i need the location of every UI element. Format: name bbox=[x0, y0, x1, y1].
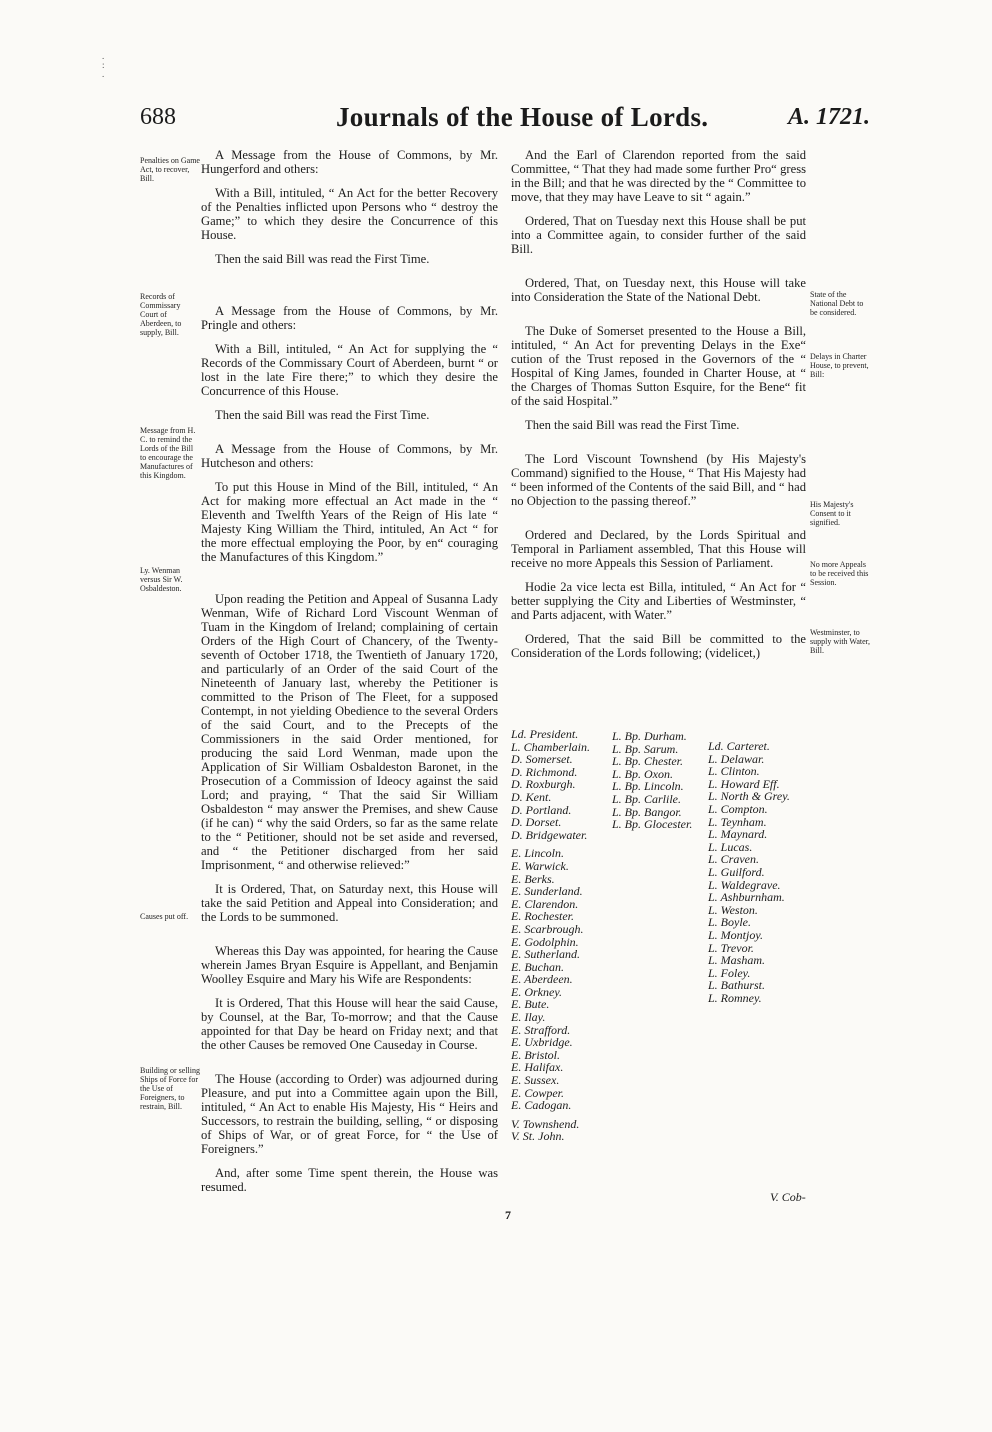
lord-entry: D. Somerset. bbox=[511, 752, 573, 767]
lord-entry: D. Dorset. bbox=[511, 815, 562, 830]
lord-entry: E. Halifax. bbox=[511, 1060, 564, 1075]
bill-manufactures: To put this House in Mind of the Bill, intituled, “ An Act for making more effectual an Act made in the “ Eleventh and Twelfth Years of the Reign of His late “ Majesty King William the Third, intituled, An Act “ for the more effectual employing the Poor, by en“ couraging the Manufactures of this Kingdom.” bbox=[201, 480, 498, 564]
margin-note-penalties: Penalties on Game Act, to recover, Bill. bbox=[140, 156, 200, 183]
lord-entry: L. Ashburnham. bbox=[708, 890, 785, 905]
lord-entry: E. Sutherland. bbox=[511, 947, 580, 962]
lord-entry: E. Strafford. bbox=[511, 1022, 571, 1037]
margin-note-appeals: No more Appeals to be received this Session. bbox=[810, 560, 869, 587]
lord-entry: L. Waldegrave. bbox=[708, 877, 781, 892]
lord-entry: Ld. President. bbox=[511, 727, 579, 741]
lord-entry: L. Chamberlain. bbox=[511, 739, 591, 754]
bill-game-penalties: With a Bill, intituled, “ An Act for the better Recovery of the Penalties inflicted upon Persons who “ destroy the Game;” to which they desire the Concurrence of this House. bbox=[201, 186, 498, 242]
margin-note-aberdeen: Records of Commissary Court of Aberdeen, to supply, Bill. bbox=[140, 292, 182, 337]
lord-entry: L. Montjoy. bbox=[708, 927, 764, 942]
catchword: V. Cob- bbox=[770, 1190, 806, 1204]
lord-entry: E. Bristol. bbox=[511, 1047, 561, 1062]
lord-entry: L. Howard Eff. bbox=[708, 776, 780, 791]
lord-entry: L. Bp. Lincoln. bbox=[612, 779, 684, 794]
message-hungerford: A Message from the House of Commons, by Mr. Hungerford and others: bbox=[201, 148, 498, 176]
lord-entry: E. Berks. bbox=[511, 871, 555, 886]
lord-entry: L. Craven. bbox=[708, 852, 759, 867]
lord-entry: L. Maynard. bbox=[708, 827, 768, 842]
clarendon-report: And the Earl of Clarendon reported from the said Committee, “ That they had made some further Pro“ gress in the Bill; and that he was directed by the “ Committee to move, that they may have Leave to sit “ again.” bbox=[511, 148, 806, 204]
lord-entry: D. Kent. bbox=[511, 789, 552, 804]
lord-entry: E. Cadogan. bbox=[511, 1098, 572, 1113]
margin-note-national-debt: State of the National Debt to be considered. bbox=[810, 290, 864, 317]
lord-entry: E. Sunderland. bbox=[511, 884, 583, 899]
lord-entry: L. Bp. Carlile. bbox=[612, 791, 682, 806]
ships-committee: The House (according to Order) was adjourned during Pleasure, and put into a Committee again upon the Bill, intituled, “ An Act to enable His Majesty, His “ Heirs and Successors, to restrain the building, selling, “ or disposing of Ships of War, or of great Force, for “ the Use of Foreigners.” bbox=[201, 1072, 498, 1156]
lord-entry: E. Scarbrough. bbox=[511, 921, 584, 936]
lord-entry: L. Clinton. bbox=[708, 764, 760, 779]
lords-list-temporal bbox=[511, 728, 590, 1143]
bryan-order: It is Ordered, That this House will hear the said Cause, by Counsel, at the Bar, To-morrow; and that the Cause appointed for that Day be heard on Friday next; and that the other Causes be removed One Causeday in Course. bbox=[201, 996, 498, 1052]
first-reading-2: Then the said Bill was read the First Time. bbox=[215, 408, 430, 422]
lord-entry: L. Bp. Bangor. bbox=[612, 804, 682, 819]
townshend-consent: The Lord Viscount Townshend (by His Majesty's Command) signified to the House, “ That His Majesty had “ been informed of the Contents of the said Bill, and “ had no Objection to the passing thereof.” bbox=[511, 452, 806, 508]
lord-entry: E. Orkney. bbox=[511, 984, 562, 999]
lord-entry: E. Lincoln. bbox=[511, 846, 564, 861]
margin-note-westminster: Westminster, to supply with Water, Bill. bbox=[810, 628, 870, 655]
lord-entry: L. Foley. bbox=[708, 965, 751, 980]
westminster-committed: Ordered, That the said Bill be committed to the Consideration of the Lords following; (videlicet,) bbox=[511, 632, 806, 660]
page-header bbox=[140, 104, 870, 144]
lord-entry: E. Ilay. bbox=[511, 1010, 546, 1025]
lord-entry: D. Bridgewater. bbox=[511, 827, 588, 842]
margin-note-ships: Building or selling Ships of Force for the Use of Foreigners, to restrain, Bill. bbox=[140, 1066, 200, 1111]
right-column bbox=[511, 148, 806, 670]
margin-note-causes: Causes put off. bbox=[140, 912, 189, 921]
wenman-order: It is Ordered, That, on Saturday next, this House will take the said Petition and Appeal into Consideration; and the Lords to be summoned. bbox=[201, 882, 498, 924]
margin-note-charter-house: Delays in Charter House, to prevent, Bill: bbox=[810, 352, 869, 379]
lord-entry: Ld. Carteret. bbox=[708, 739, 770, 753]
lord-entry: L. Boyle. bbox=[708, 915, 751, 930]
lord-entry: D. Portland. bbox=[511, 802, 572, 817]
lords-list-barons bbox=[708, 740, 790, 1004]
lord-entry: V. St. John. bbox=[511, 1129, 565, 1144]
lord-entry: L. Compton. bbox=[708, 801, 768, 816]
somerset-bill: The Duke of Somerset presented to the House a Bill, intituled, “ An Act for preventing Delays in the Exe“ cution of the Trust reposed in the Governors of the “ Hospital of King James, founded in Charter House, at “ the Charges of Thomas Sutton Esquire, for the Bene“ fit of the said Hospital.” bbox=[511, 324, 806, 408]
page-number: 688 bbox=[140, 104, 176, 130]
edge-marks: . : . bbox=[102, 51, 105, 79]
left-column bbox=[201, 148, 498, 1204]
lord-entry: L. Lucas. bbox=[708, 839, 753, 854]
margin-note-wenman: Ly. Wenman versus Sir W. Osbaldeston. bbox=[140, 566, 183, 593]
lord-entry: E. Cowper. bbox=[511, 1085, 565, 1100]
lord-entry: D. Roxburgh. bbox=[511, 777, 576, 792]
lord-entry: E. Warwick. bbox=[511, 858, 569, 873]
page-title: Journals of the House of Lords. bbox=[336, 102, 709, 132]
lord-entry: L. Delawar. bbox=[708, 751, 765, 766]
lord-entry: D. Richmond. bbox=[511, 764, 578, 779]
lord-entry: E. Clarendon. bbox=[511, 896, 579, 911]
lord-entry: L. Trevor. bbox=[708, 940, 754, 955]
lord-entry: E. Buchan. bbox=[511, 959, 564, 974]
bryan-cause: Whereas this Day was appointed, for hearing the Cause wherein James Bryan Esquire is Appellant, and Benjamin Woolley Esquire and Mary his Wife are Respondents: bbox=[201, 944, 498, 986]
lord-entry: L. Bp. Chester. bbox=[612, 754, 684, 769]
margin-note-manufactures: Message from H. C. to remind the Lords of the Bill to encourage the Manufactures of this Kingdom. bbox=[140, 426, 196, 480]
first-reading-1: Then the said Bill was read the First Time. bbox=[215, 252, 430, 266]
lord-entry: L. Masham. bbox=[708, 953, 766, 968]
first-reading-3: Then the said Bill was read the First Time. bbox=[525, 418, 740, 432]
lord-entry: E. Godolphin. bbox=[511, 934, 579, 949]
house-resumed: And, after some Time spent therein, the House was resumed. bbox=[201, 1166, 498, 1194]
appeals-declaration: Ordered and Declared, by the Lords Spiritual and Temporal in Parliament assembled, That this House will receive no more Appeals this Session of Parliament. bbox=[511, 528, 806, 570]
lord-entry: L. Weston. bbox=[708, 902, 758, 917]
lord-entry: L. Bp. Oxon. bbox=[612, 766, 673, 781]
bill-aberdeen-records: With a Bill, intituled, “ An Act for supplying the “ Records of the Commissary Court of Aberdeen, burnt “ or lost in the late Fire there;” to which they desire the Concurrence of this House. bbox=[201, 342, 498, 398]
lord-entry: E. Uxbridge. bbox=[511, 1035, 573, 1050]
order-national-debt: Ordered, That, on Tuesday next, this House will take into Consideration the State of the National Debt. bbox=[511, 276, 806, 304]
lord-entry: E. Sussex. bbox=[511, 1073, 560, 1088]
lords-list-bishops bbox=[612, 730, 692, 831]
lord-entry: E. Bute. bbox=[511, 997, 550, 1012]
message-hutcheson: A Message from the House of Commons, by Mr. Hutcheson and others: bbox=[201, 442, 498, 470]
order-committee-tuesday: Ordered, That on Tuesday next this House shall be put into a Committee again, to consider further of the said Bill. bbox=[511, 214, 806, 256]
lord-entry: E. Rochester. bbox=[511, 909, 574, 924]
lord-entry: L. Bp. Sarum. bbox=[612, 741, 679, 756]
lord-entry: L. Bp. Glocester. bbox=[612, 817, 693, 832]
lord-entry: L. Bp. Durham. bbox=[612, 729, 687, 743]
wenman-petition: Upon reading the Petition and Appeal of Susanna Lady Wenman, Wife of Richard Lord Viscount Wenman of Tuam in the Kingdom of Ireland; complaining of certain Orders of the High Court of Chancery, of the Twenty-seventh of October 1718, the Twentieth of January 1720, and particularly of an Order of the said Court of the Nineteenth of January last, whereby the Petitioner is committed to the Prison of The Fleet, for a supposed Contempt, in not yielding Obedience to the several Orders of the said Court, and to the Precepts of the Commissioners in the said Order mentioned, for producing the said Lord Wenman, made upon the Application of Sir William Osbaldeston Baronet, in the Prosecution of a Commission of Ideocy against the said Lord; and praying, “ That the said Sir William Osbaldeston “ may answer the Premises, and shew Cause (if he can) “ why the said Orders, so far as the same relate to the “ Petitioner, should not be set aside and reversed, and “ the Petitioner discharged from her said Imprisonment, “ and otherwise relieved:” bbox=[201, 592, 498, 872]
margin-note-consent: His Majesty's Consent to it signified. bbox=[810, 500, 854, 527]
lord-entry: L. Guilford. bbox=[708, 864, 765, 879]
page-year: A. 1721. bbox=[787, 104, 870, 130]
lord-entry: L. Teynham. bbox=[708, 814, 767, 829]
lord-entry: V. Townshend. bbox=[511, 1116, 580, 1131]
lord-entry: L. Bathurst. bbox=[708, 978, 766, 993]
lord-entry: L. Romney. bbox=[708, 990, 762, 1005]
signature-mark: 7 bbox=[505, 1208, 511, 1222]
lord-entry: E. Aberdeen. bbox=[511, 972, 573, 987]
westminster-second-reading: Hodie 2a vice lecta est Billa, intituled, “ An Act for “ better supplying the City and Liberties of Westminster, “ and Parts adjacent, with Water.” bbox=[511, 580, 806, 622]
lord-entry: L. North & Grey. bbox=[708, 789, 790, 804]
message-pringle: A Message from the House of Commons, by Mr. Pringle and others: bbox=[201, 304, 498, 332]
